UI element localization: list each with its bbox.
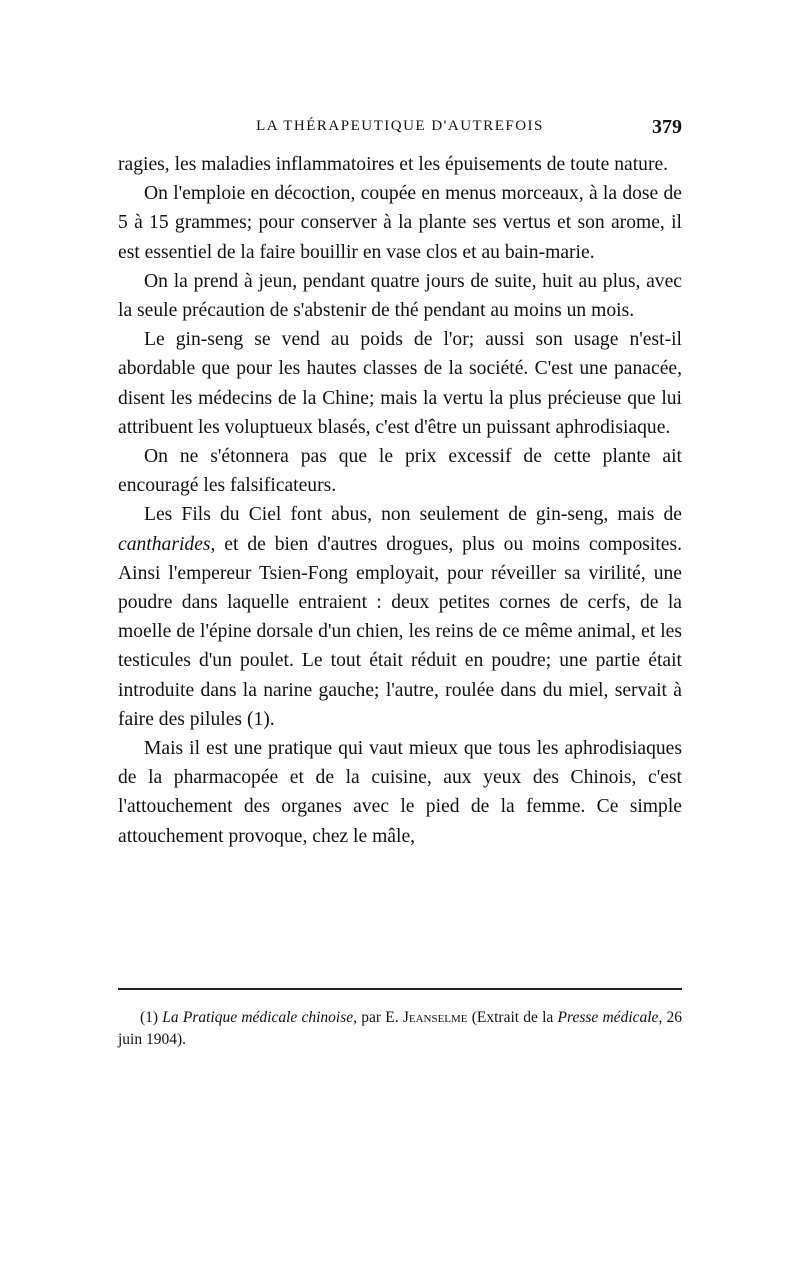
paragraph-3: On la prend à jeun, pendant quatre jours de suite, huit au plus, avec la seule précaution de s'abstenir de thé pendant au moins un mois. <box>118 270 682 322</box>
paragraph-1: ragies, les maladies inflammatoires et les épuisements de toute nature. <box>118 154 669 175</box>
running-title: LA THÉRAPEUTIQUE D'AUTREFOIS <box>256 118 544 134</box>
paragraph-6-end: , et de bien d'autres drogues, plus ou moins composites. Ainsi l'empereur Tsien-Fong employait, pour réveiller sa virilité, une poudre dans laquelle entraient : deux petites cornes de cerfs, de la moelle de l'épine dorsale d'un chien, les reins de ce même animal, et les testicules d'un poulet. Le tout était réduit en poudre; une partie était introduite dans la narine gauche; l'autre, roulée dans du miel, servait à faire des pilules (1). <box>118 533 682 730</box>
paragraph-5: On ne s'étonnera pas que le prix excessif de cette plante ait encouragé les falsificateurs. <box>118 446 682 497</box>
footnote-marker: (1) <box>140 1009 159 1026</box>
footnote <box>118 1007 682 1051</box>
paragraph-6-start: Les Fils du Ciel font abus, non seulement de gin-seng, mais de <box>144 504 682 526</box>
paragraph-4: Le gin-seng se vend au poids de l'or; aussi son usage n'est-il abordable que pour les hautes classes de la société. C'est une panacée, disent les médecins de la Chine; mais la vertu la plus précieuse que lui attribuent les voluptueux blasés, c'est d'être un puissant aphrodisiaque. <box>118 329 682 438</box>
footnote-rule <box>118 988 682 990</box>
paragraph-2: On l'emploie en décoction, coupée en menus morceaux, à la dose de 5 à 15 grammes; pour conserver à la plante ses vertus et son arome, il est essentiel de la faire bouillir en vase clos et au bain-marie. <box>118 183 682 263</box>
paragraph-6-italic: cantharides <box>118 533 211 555</box>
footnote-title: La Pratique médicale chinoise <box>162 1009 354 1026</box>
footnote-date: , 26 juin 1904). <box>118 1009 683 1048</box>
footnote-by: , par E. <box>353 1009 403 1026</box>
body-text <box>118 150 682 851</box>
footnote-author: Jeanselme <box>402 1009 468 1026</box>
paragraph-7: Mais il est une pratique qui vaut mieux que tous les aphrodisiaques de la pharmacopée et de la cuisine, aux yeux des Chinois, c'est l'attouchement des organes avec le pied de la femme. Ce simple attouchement provoque, chez le mâle, <box>118 738 682 847</box>
footnote-extract: (Extrait de la <box>467 1009 558 1026</box>
page-header <box>118 116 682 140</box>
footnote-journal: Presse médicale <box>557 1009 659 1026</box>
page-number: 379 <box>652 116 682 138</box>
paragraph-6 <box>118 500 682 734</box>
